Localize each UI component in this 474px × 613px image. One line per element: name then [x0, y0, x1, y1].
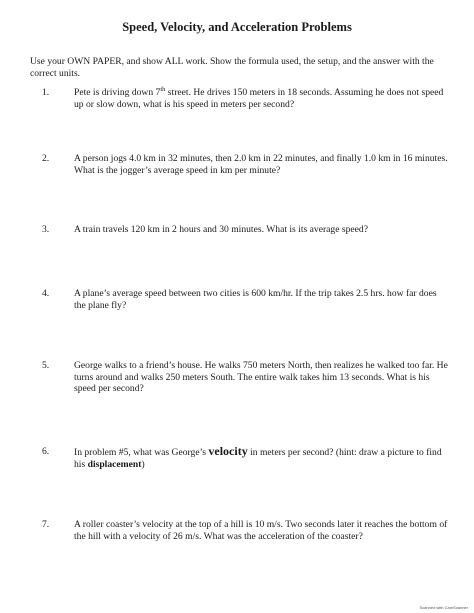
- question-text: A train travels 120 km in 2 hours and 30 minutes. What is its average speed?: [74, 224, 368, 235]
- question-number: 4.: [42, 288, 50, 299]
- page-title: Speed, Velocity, and Acceleration Problems: [122, 20, 352, 34]
- question-number: 7.: [42, 519, 50, 530]
- keyword-velocity: velocity: [208, 444, 248, 458]
- question-number: 5.: [42, 360, 50, 371]
- question-number: 1.: [42, 87, 50, 98]
- question-text-part: In problem #5, what was George’s: [74, 447, 209, 458]
- question-number: 3.: [42, 224, 50, 235]
- question-text: A roller coaster’s velocity at the top of a hill is 10 m/s. Two seconds later it reaches the bottom of the hill with a velocity of 26 m/s. What was the acceleration of the coaster?: [74, 519, 448, 542]
- question-text-part: street. He drives 150 meters in 18 seconds. Assuming he does not speed up or slow down, what is his speed in meters per second?: [74, 87, 444, 110]
- question-number: 6.: [42, 446, 50, 457]
- question-text-part: Pete is driving down 7: [74, 87, 161, 98]
- instructions: Use your OWN PAPER, and show ALL work. Show the formula used, the setup, and the answer with the correct units.: [30, 56, 434, 79]
- question-text: A person jogs 4.0 km in 32 minutes, then 2.0 km in 22 minutes, and finally 1.0 km in 16 minutes. What is the jogger’s average speed in km per minute?: [74, 153, 448, 176]
- scanner-watermark: Scanned with CamScanner: [419, 605, 468, 610]
- keyword-displacement: displacement: [87, 458, 142, 470]
- question-text: [74, 87, 450, 110]
- question-text: A plane’s average speed between two cities is 600 km/hr. If the trip takes 2.5 hrs. how far does the plane fly?: [74, 288, 437, 311]
- ordinal-suffix: th: [160, 86, 166, 93]
- question-text: [74, 446, 450, 470]
- question-text-part: in meters per second? (hint: draw a picture to find his: [74, 447, 442, 470]
- question-text-part: ): [141, 458, 145, 470]
- question-number: 2.: [42, 153, 50, 164]
- question-text: George walks to a friend’s house. He walks 750 meters North, then realizes he walked too far. He turns around and walks 250 meters South. The entire walk takes him 13 seconds. What is his speed per second?: [74, 360, 448, 395]
